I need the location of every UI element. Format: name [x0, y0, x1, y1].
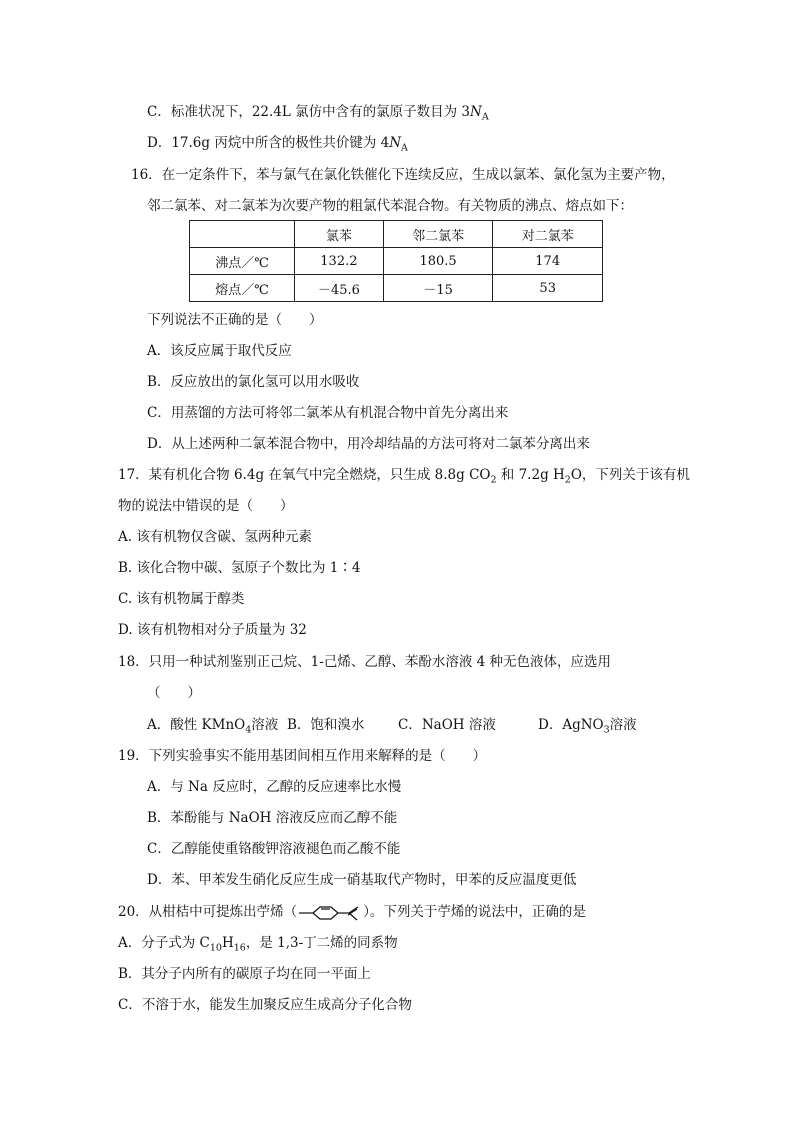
- q17-stem-line1: 17．某有机化合物 6.4g 在氧气中完全燃烧，只生成 8.8g $CO_2$ 和 7.2g $H_2O$，下列关于该有机: [118, 467, 690, 486]
- properties-table: [189, 220, 603, 302]
- table-header-cell: 氯苯: [295, 221, 384, 248]
- table-cell: 熔点／℃: [190, 275, 295, 302]
- q15-option-c: C．标准状况下，22.4L 氯仿中含有的氯原子数目为 $3N_A$: [147, 104, 489, 123]
- q17-option-d: D. 该有机物相对分子质量为 32: [118, 622, 307, 638]
- q19-option-b: B．苯酚能与 NaOH 溶液反应而乙醇不能: [147, 810, 398, 826]
- q20-stem: 20．从柑桔中可提炼出苧烯（ ）。下列关于苧烯的说法中，正确的是: [118, 904, 586, 920]
- q17-option-c: C. 该有机物属于醇类: [118, 591, 245, 607]
- table-header-row: [190, 221, 603, 248]
- limonene-structure-icon: [297, 904, 363, 922]
- q17-option-b: B. 该化合物中碳、氢原子个数比为 1∶4: [118, 560, 361, 576]
- q19-option-c: C．乙醇能使重铬酸钾溶液褪色而乙酸不能: [147, 841, 401, 857]
- table-row: [190, 275, 603, 302]
- q16-stem-line1: 16．在一定条件下，苯与氯气在氯化铁催化下连续反应，生成以氯苯、氯化氢为主要产物，: [131, 167, 675, 183]
- table-row: [190, 248, 603, 275]
- q19-option-a: A．与 Na 反应时，乙醇的反应速率比水慢: [147, 779, 402, 795]
- table-cell: 53: [493, 275, 603, 302]
- q20-option-a: A．分子式为 $C_{10}H_{16}$，是 1,3-丁二烯的同系物: [118, 935, 398, 954]
- table-cell: 沸点／℃: [190, 248, 295, 275]
- table-cell: 174: [493, 248, 603, 275]
- q16-option-c: C．用蒸馏的方法可将邻二氯苯从有机混合物中首先分离出来: [147, 405, 509, 421]
- table-header-cell: 对二氯苯: [493, 221, 603, 248]
- q16-option-b: B．反应放出的氯化氢可以用水吸收: [147, 374, 360, 390]
- q16-option-a: A．该反应属于取代反应: [147, 343, 292, 359]
- q18-option-c: C．NaOH 溶液: [398, 717, 496, 733]
- q18-option-d: D．AgNO$_3$溶液: [538, 717, 637, 736]
- q16-stem-line2: 邻二氯苯、对二氯苯为次要产物的粗氯代苯混合物。有关物质的沸点、熔点如下：: [147, 198, 633, 214]
- q16-prompt: 下列说法不正确的是（ ）: [147, 312, 323, 328]
- table-cell: －45.6: [295, 275, 384, 302]
- q20-option-c: C．不溶于水，能发生加聚反应生成高分子化合物: [118, 997, 412, 1013]
- q18-stem-line1: 18．只用一种试剂鉴别正己烷、1-己烯、乙醇、苯酚水溶液 4 种无色液体，应选用: [118, 654, 611, 670]
- q15-option-d: D．17.6g 丙烷中所含的极性共价键为 $4N_A$: [147, 135, 408, 154]
- table-cell: 180.5: [383, 248, 493, 275]
- q18-stem-line2: （ ）: [147, 685, 201, 701]
- q19-option-d: D．苯、甲苯发生硝化反应生成一硝基取代产物时，甲苯的反应温度更低: [147, 872, 577, 888]
- q17-option-a: A. 该有机物仅含碳、氢两种元素: [118, 529, 312, 545]
- q17-stem-line2: 物的说法中错误的是（ ）: [118, 498, 294, 514]
- q19-stem: 19．下列实验事实不能用基团间相互作用来解释的是（ ）: [118, 748, 487, 764]
- q16-option-d: D．从上述两种二氯苯混合物中，用冷却结晶的方法可将对二氯苯分离出来: [147, 436, 590, 452]
- table-corner-cell: [190, 221, 295, 248]
- table-cell: 132.2: [295, 248, 384, 275]
- q18-option-b: B．饱和溴水: [287, 717, 365, 733]
- table-cell: －15: [383, 275, 493, 302]
- table-header-cell: 邻二氯苯: [383, 221, 493, 248]
- q20-option-b: B．其分子内所有的碳原子均在同一平面上: [118, 966, 371, 982]
- q18-option-a: A．酸性 KMnO$_4$溶液: [147, 717, 279, 736]
